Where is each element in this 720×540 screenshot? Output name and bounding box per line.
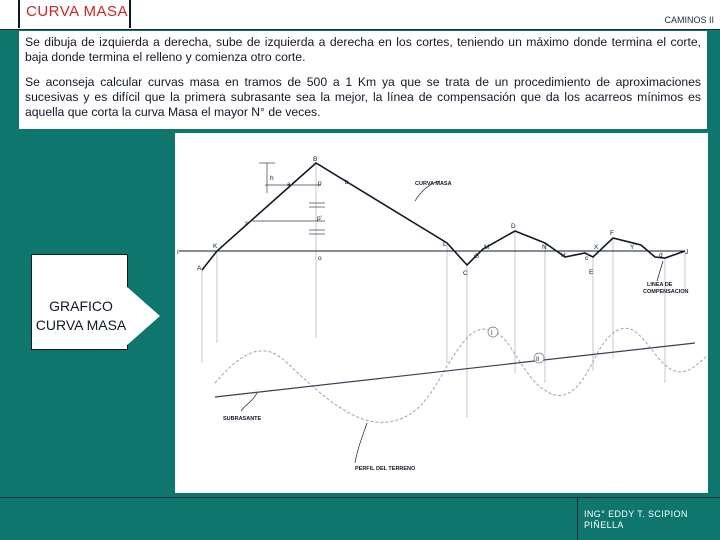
label-h: h [270,175,274,182]
linea-compensacion-annotation-2: COMPENSACION [643,289,689,295]
label-Y: Y [630,244,635,251]
subgrade-line [215,343,695,397]
page-title: CURVA MASA [26,3,128,20]
label-c: c [585,255,589,262]
label-H: H [561,252,566,259]
label-d: d [659,252,663,259]
roman-2-label: II [536,357,540,363]
construction-marks [250,163,325,234]
label-L: L [443,241,447,248]
label-p: p [318,180,322,187]
roman-1-label: I [491,331,493,337]
linea-compensacion-annotation-1: LINEA DE [647,282,673,288]
label-B: B [313,156,318,163]
label-I: I [177,249,179,256]
subrasante-annotation: SUBRASANTE [223,416,262,422]
footer-credit: ING° EDDY T. SCIPION PIÑELLA [584,509,688,530]
curva-masa-annotation: CURVA MASA [415,181,452,187]
title-box [18,0,131,28]
label-C: C [463,270,468,277]
label-b: b [345,179,349,186]
perfil-terreno-annotation: PERFIL DEL TERRENO [355,466,416,472]
point-labels [177,156,688,277]
roman-markers [488,327,544,363]
course-label: CAMINOS II [664,15,714,25]
label-F: F [610,230,614,237]
label-a: a [287,181,291,188]
diagram-panel [175,133,708,493]
paragraph-1: Se dibuja de izquierda a derecha, sube de izquierda a derecha en los cortes, teniendo un máximo donde termina el corte, baja donde termina el relleno y comienza otro corte. [25,35,701,64]
label-N: N [542,244,547,251]
label-A: A [197,265,202,272]
paragraph-2: Se aconseja calcular curvas masa en tramos de 500 a 1 Km ya que se trata de un procedimiento de aproximaciones sucesivas y es difícil que la primera subrasante sea la mejor, la línea de compensación que da los acarreos mínimos es aquella que corta la curva Masa el mayor N° de veces. [25,75,701,119]
label-D: D [511,223,516,230]
label-E: E [589,269,594,276]
label-s: s [245,220,249,227]
curva-masa-diagram [175,133,708,493]
header-divider [0,29,720,30]
label-M: M [484,244,490,251]
diagram-annotations [223,181,689,472]
label-p-prime: p' [317,215,322,222]
leader-lines [241,181,663,463]
ground-profile [215,328,708,422]
label-G: G [474,253,480,260]
side-label-text: GRAFICO CURVA MASA [35,298,127,333]
label-o: o [318,255,322,262]
mass-curve [202,163,685,270]
label-J: J [685,249,689,256]
projection-lines [202,163,685,418]
text-panel [19,31,707,129]
label-K: K [213,243,218,250]
label-X: X [594,244,599,251]
